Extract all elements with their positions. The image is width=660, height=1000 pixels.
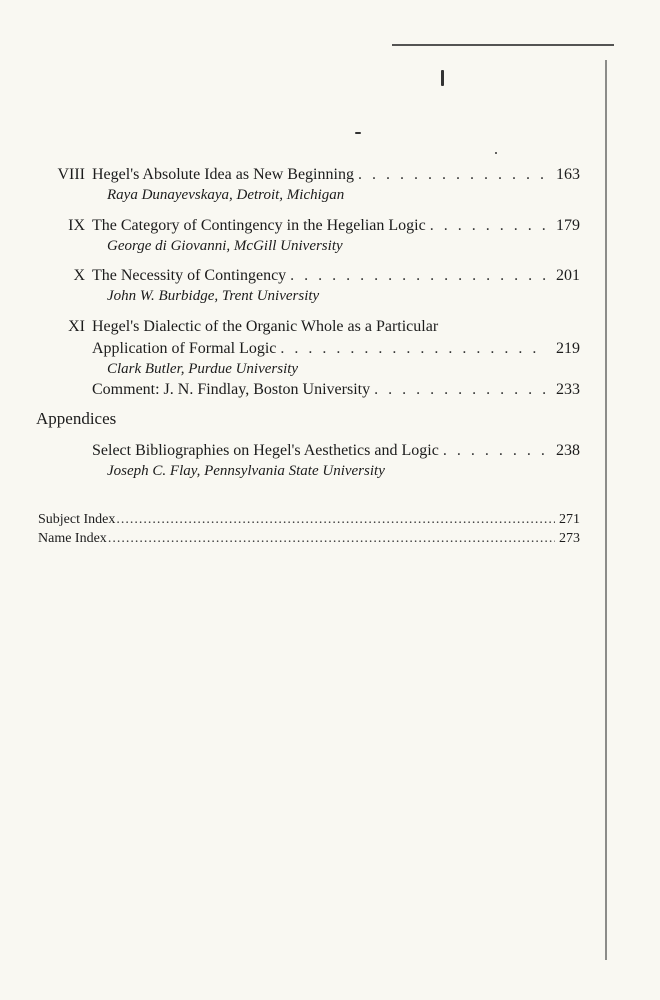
page-number: 179 xyxy=(556,217,580,234)
chapter-title-line-1: Hegel's Dialectic of the Organic Whole as a Particular xyxy=(92,318,439,335)
page-number: 219 xyxy=(556,340,580,357)
page-number: 201 xyxy=(556,267,580,284)
toc-entry-xi[interactable] xyxy=(40,316,580,401)
dot-leader xyxy=(443,440,546,462)
page-number: 238 xyxy=(556,442,580,459)
chapter-number: XI xyxy=(68,318,85,335)
ink-speck xyxy=(441,70,444,86)
chapter-title-line-2: Application of Formal Logic xyxy=(92,340,277,357)
toc-entry-name-index[interactable] xyxy=(38,529,580,548)
dot-leader xyxy=(374,379,546,401)
right-margin-rule xyxy=(605,60,607,960)
chapter-author: Raya Dunayevskaya, Detroit, Michigan xyxy=(107,187,345,203)
dot-leader xyxy=(108,529,555,548)
toc-entry-subject-index[interactable] xyxy=(38,510,580,529)
chapter-number: IX xyxy=(68,217,85,234)
ink-speck xyxy=(495,152,497,154)
appendix-title: Select Bibliographies on Hegel's Aesthetics and Logic xyxy=(92,442,439,459)
page-number: 271 xyxy=(559,512,580,527)
chapter-author: George di Giovanni, McGill University xyxy=(107,238,343,254)
top-rule xyxy=(392,44,614,46)
toc-entry-appendix[interactable] xyxy=(40,440,580,481)
page-number: 273 xyxy=(559,531,580,546)
chapter-title: The Necessity of Contingency xyxy=(92,267,287,284)
dot-leader xyxy=(280,338,546,360)
toc-entry-ix[interactable] xyxy=(40,215,580,256)
comment-line[interactable] xyxy=(40,379,580,401)
appendix-author: Joseph C. Flay, Pennsylvania State University xyxy=(107,463,385,479)
dot-leader xyxy=(358,164,546,186)
page-number: 233 xyxy=(556,381,580,398)
chapter-author: Clark Butler, Purdue University xyxy=(107,361,299,377)
ink-speck xyxy=(355,132,361,134)
chapter-title: The Category of Contingency in the Hegelian Logic xyxy=(92,217,426,234)
comment-text: Comment: J. N. Findlay, Boston University xyxy=(92,381,371,398)
chapter-author: John W. Burbidge, Trent University xyxy=(107,288,320,304)
index-title: Name Index xyxy=(38,531,107,546)
appendices-heading: Appendices xyxy=(36,409,117,428)
dot-leader xyxy=(430,215,546,237)
chapter-title: Hegel's Absolute Idea as New Beginning xyxy=(92,166,354,183)
dot-leader xyxy=(290,265,546,287)
toc-entry-x[interactable] xyxy=(40,265,580,306)
dot-leader xyxy=(116,510,555,529)
index-title: Subject Index xyxy=(38,512,116,527)
page-number: 163 xyxy=(556,166,580,183)
chapter-number: VIII xyxy=(57,166,85,183)
toc-entry-viii[interactable] xyxy=(40,164,580,205)
chapter-number: X xyxy=(73,267,85,284)
